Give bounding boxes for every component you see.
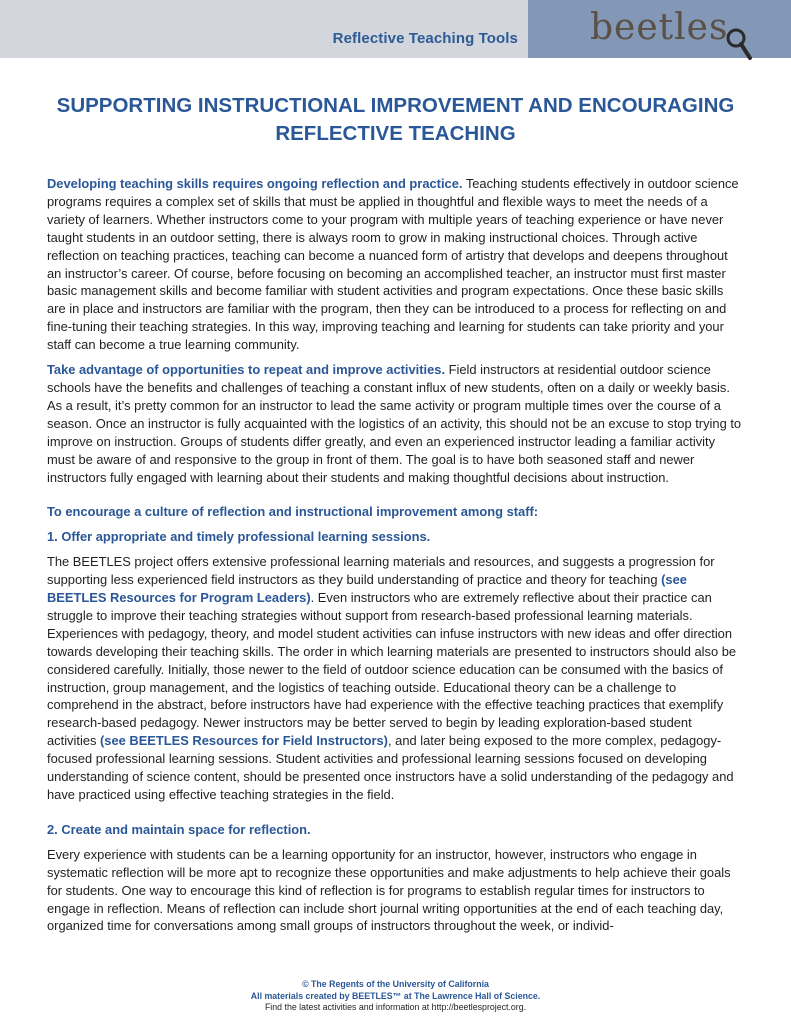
page-title: SUPPORTING INSTRUCTIONAL IMPROVEMENT AND ENCOURAGING REFLECTIVE TEACHING xyxy=(56,94,735,145)
item1-heading: 1. Offer appropriate and timely professional learning sessions. xyxy=(47,529,431,545)
document-body xyxy=(47,175,744,942)
advantage-body: Field instructors at residential outdoor science schools have the benefits and challenges of teaching a constant influx of new students, often on a daily or weekly basis. As a result, it’s pretty common for an instructor to lead the same activity or program multiple times over the course of a season. Once an instructor is fully acquainted with the logistics of an activity, this should not be an excuse to stop trying to improve on instruction. Groups of students differ greatly, and even an experienced instructor leading a familiar activity must be aware of and responsive to the group in front of them. The goal is to have both seasoned staff and newer instructors fully engaged with learning about their students and making thoughtful decisions about instruction. xyxy=(47,362,742,485)
culture-heading: To encourage a culture of reflection and instructional improvement among staff: xyxy=(47,504,539,520)
item1-body-a: The BEETLES project offers extensive professional learning materials and resources, and suggests a progression for supporting less experienced field instructors as they build understanding of practice and theory for teaching xyxy=(47,554,715,588)
intro-paragraph xyxy=(47,175,744,354)
section-title: Reflective Teaching Tools xyxy=(332,30,518,47)
footer-credit: All materials created by BEETLES™ at The Lawrence Hall of Science. xyxy=(250,990,541,1001)
item1-body-c: , and later being exposed to the more complex, pedagogy-focused professional learning sessions. Student activities and professional learning sessions focused on developing understanding of science content, should be presented once instructors have a solid understanding of the pedagogy and have practiced using effective teaching strategies in the field. xyxy=(47,733,734,802)
page-header xyxy=(0,0,791,58)
item1-body-b: . Even instructors who are extremely reflective about their practice can struggle to improve their teaching strategies without support from research-based professional learning materials. Experiences with pedagogy, theory, and model student activities can infuse instructors with new ideas and offer direction towards developing their teaching skills. The order in which learning materials are presented to instructors should also be considered carefully. Initially, those newer to the field of outdoor science education can be consumed with the basics of instruction, group management, and the logistics of teaching outside. Educational theory can be a challenge to comprehend in the abstract, before instructors have had experience with the effective teaching practices that exemplify research-based pedagogy. Newer instructors may be better served to begin by leading exploration-based student activities xyxy=(47,590,737,749)
page-footer xyxy=(0,979,791,1014)
item2-heading: 2. Create and maintain space for reflection. xyxy=(47,821,311,837)
advantage-lead: Take advantage of opportunities to repeat and improve activities. xyxy=(47,362,446,378)
footer-website[interactable]: Find the latest activities and information at http://beetlesproject.org. xyxy=(264,1002,527,1012)
field-instructors-link[interactable]: (see BEETLES Resources for Field Instructors) xyxy=(100,733,388,749)
magnifying-glass-icon xyxy=(724,26,756,64)
beetles-logo xyxy=(528,0,791,58)
program-leaders-link[interactable]: (see BEETLES Resources for Program Leaders) xyxy=(47,572,687,606)
item2-paragraph: Every experience with students can be a learning opportunity for an instructor, however, instructors who engage in systematic reflection will be more apt to recognize these opportunities and make adjustments to help achieve their goals for students. One way to encourage this kind of reflection is for programs to establish regular times for instructors to engage in reflection. Means of reflection can include short journal writing opportunities at the end of each teaching day, organized time for conversations among small groups of instructors throughout the week, or individ- xyxy=(47,846,731,934)
advantage-paragraph xyxy=(47,361,744,486)
intro-body: Teaching students effectively in outdoor science programs requires a complex set of skills that must be applied in thoughtful and flexible ways to meet the needs of a variety of learners. Whether instructors come to your program with multiple years of teaching experience or have never taught students in an outdoor setting, there is always room to grow in making instructional choices. Through active reflection on teaching practices, teaching can become a nuanced form of artistry that develops and deepens throughout an instructor’s career. Of course, before focusing on becoming an accomplished teacher, an instructor must first master basic management skills and become familiar with student activities and program expectations. Once these basic skills are in place and instructors are familiar with the program, then they can be introduced to a process for reflecting on and fine-tuning their teaching strategies. In this way, improving teaching and learning for students can take priority and your staff can become a true learning community. xyxy=(47,176,739,353)
intro-lead: Developing teaching skills requires ongoing reflection and practice. xyxy=(47,176,463,191)
footer-copyright: © The Regents of the University of California xyxy=(302,979,489,989)
logo-text: beetles xyxy=(590,7,729,48)
item1-paragraph xyxy=(47,553,744,804)
